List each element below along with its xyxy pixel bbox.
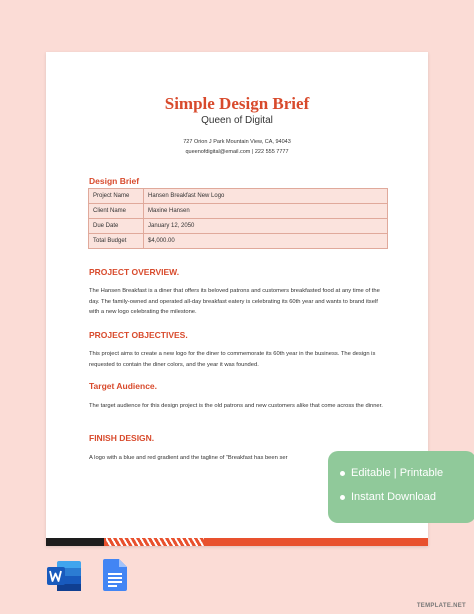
table-cell-value: January 12, 2050: [144, 219, 388, 234]
document-subtitle: Queen of Digital: [201, 115, 273, 126]
google-docs-icon[interactable]: [103, 559, 127, 596]
table-cell-value: $4,000.00: [144, 234, 388, 249]
table-cell-label: Client Name: [89, 204, 144, 219]
section-heading-audience: Target Audience.: [89, 381, 158, 391]
badge-text: Instant Download: [351, 491, 436, 503]
table-row: [89, 219, 388, 234]
watermark: TEMPLATE.NET: [416, 603, 466, 609]
brief-table: [88, 188, 388, 249]
section-text-objectives: This project aims to create a new logo for the diner to commemorate its 60th year in the business. The design is requested to contain the diner colors, and the year it was founded.: [89, 351, 376, 368]
footer-stripe: [46, 538, 428, 546]
table-cell-label: Due Date: [89, 219, 144, 234]
document-title: Simple Design Brief: [164, 94, 310, 113]
table-row: [89, 234, 388, 249]
footer-stripe-dark: [46, 538, 104, 546]
table-cell-label: Total Budget: [89, 234, 144, 249]
contact-line: queenofdigital@email.com | 222 555 7777: [185, 149, 289, 155]
badge-text: Editable | Printable: [351, 467, 444, 479]
section-heading-finish: FINISH DESIGN.: [89, 433, 155, 443]
table-row: [89, 189, 388, 204]
section-text-audience: The target audience for this design project is the old patrons and new customers alike that come across the dinner.: [89, 403, 383, 409]
feature-badge: [328, 451, 474, 523]
table-cell-label: Project Name: [89, 189, 144, 204]
bullet-icon: [340, 471, 345, 476]
address-line: 727 Orion J Park Mountain View, CA, 94043: [183, 139, 291, 145]
bullet-icon: [340, 495, 345, 500]
table-row: [89, 204, 388, 219]
table-cell-value: Maxine Hansen: [144, 204, 388, 219]
badge-item-editable: [340, 467, 443, 479]
brief-heading: Design Brief: [89, 176, 140, 186]
footer-stripe-hatch: [106, 538, 204, 546]
ms-word-icon[interactable]: [47, 561, 81, 596]
section-heading-objectives: PROJECT OBJECTIVES.: [89, 330, 188, 340]
badge-item-download: [340, 491, 436, 503]
section-heading-overview: PROJECT OVERVIEW.: [89, 267, 180, 277]
section-text-overview: The Hansen Breakfast is a diner that offers its beloved patrons and customers breakfasted food at any time of the day. The family-owned and operated all-day breakfast eatery is celebrating its 60th year and wants to brand itself with a new logo celebrating the milestone.: [89, 288, 380, 315]
table-cell-value: Hansen Breakfast New Logo: [144, 189, 388, 204]
section-text-finish: A logo with a blue and red gradient and the tagline of “Breakfast has been ser: [89, 455, 288, 461]
